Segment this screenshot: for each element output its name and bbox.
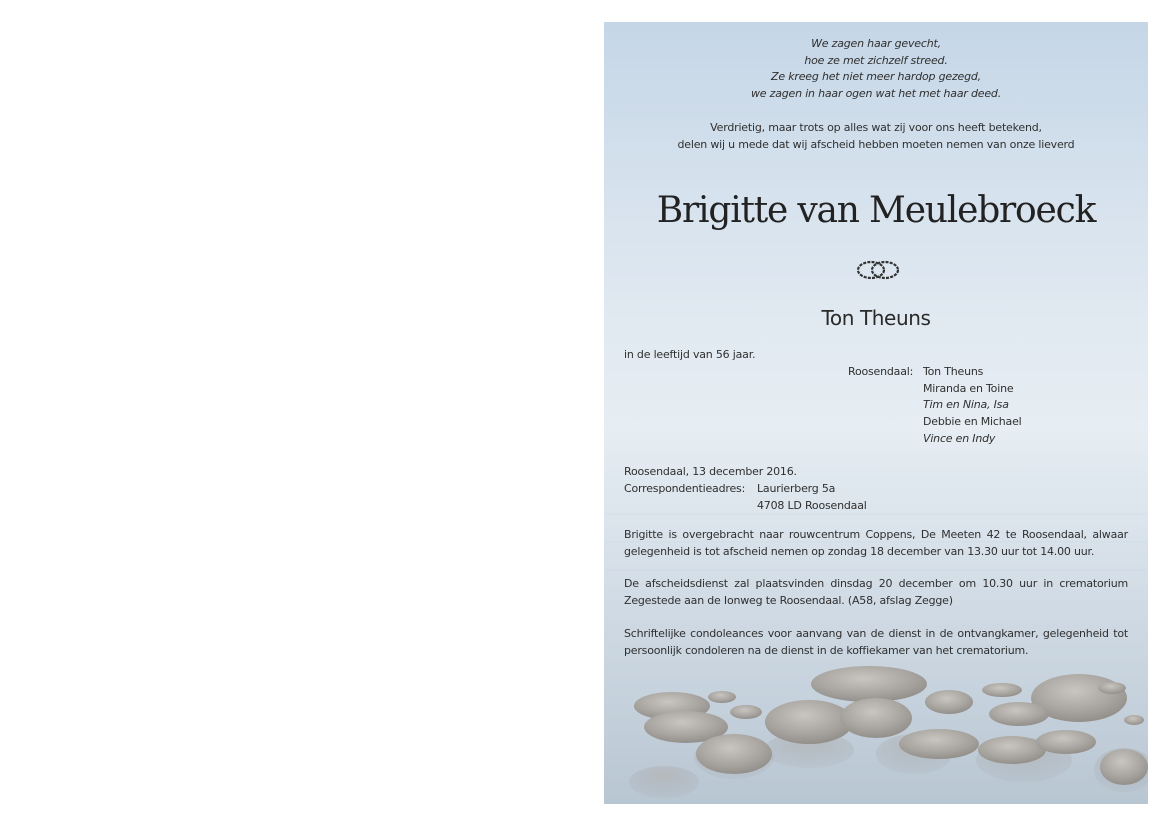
place-date: Roosendaal, 13 december 2016. — [624, 465, 797, 478]
wedding-rings-icon — [855, 259, 901, 281]
family-member: Vince en Indy — [923, 431, 996, 445]
address-line: 4708 LD Roosendaal — [757, 498, 867, 512]
correspondence-address — [757, 481, 867, 514]
family-member: Debbie en Michael — [923, 415, 1022, 429]
poem-line: We zagen haar gevecht, — [811, 37, 941, 50]
family-member: Miranda en Toine — [923, 381, 1014, 395]
intro-line: Verdrietig, maar trots op alles wat zij voor ons heeft betekend, — [710, 121, 1042, 134]
poem — [604, 36, 1148, 102]
intro-line: delen wij u mede dat wij afscheid hebben moeten nemen van onze lieverd — [677, 138, 1075, 151]
family-members — [923, 364, 1022, 448]
family-member: Ton Theuns — [923, 365, 984, 378]
age-text: in de leeftijd van 56 jaar. — [624, 348, 756, 361]
family-member: Tim en Nina, Isa — [923, 398, 1009, 412]
partner-name: Ton Theuns — [821, 306, 931, 330]
intro-text — [604, 119, 1148, 153]
deceased-name: Brigitte van Meulebroeck — [656, 190, 1096, 231]
poem-line: hoe ze met zichzelf streed. — [804, 53, 948, 67]
poem-line: Ze kreeg het niet meer hardop gezegd, — [771, 70, 981, 83]
poem-line: we zagen in haar ogen wat het met haar deed. — [751, 86, 1001, 100]
family-place: Roosendaal: — [848, 365, 914, 378]
death-notice-card — [604, 22, 1148, 804]
notice-content — [604, 22, 1148, 804]
condolences-paragraph: Schriftelijke condoleances voor aanvang van de dienst in de ontvangkamer, gelegenheid tot persoonlijk condoleren na de dienst in de koffiekamer van het crematorium. — [624, 627, 1128, 657]
transfer-paragraph: Brigitte is overgebracht naar rouwcentrum Coppens, De Meeten 42 te Roosendaal, alwaar gelegenheid is tot afscheid nemen op zondag 18 december van 13.30 uur tot 14.00 uur. — [624, 528, 1128, 558]
address-line: Laurierberg 5a — [757, 482, 836, 495]
service-paragraph: De afscheidsdienst zal plaatsvinden dinsdag 20 december om 10.30 uur in crematorium Zegestede aan de Ionweg te Roosendaal. (A58, afslag Zegge) — [624, 577, 1128, 607]
correspondence-label: Correspondentieadres: — [624, 482, 746, 495]
